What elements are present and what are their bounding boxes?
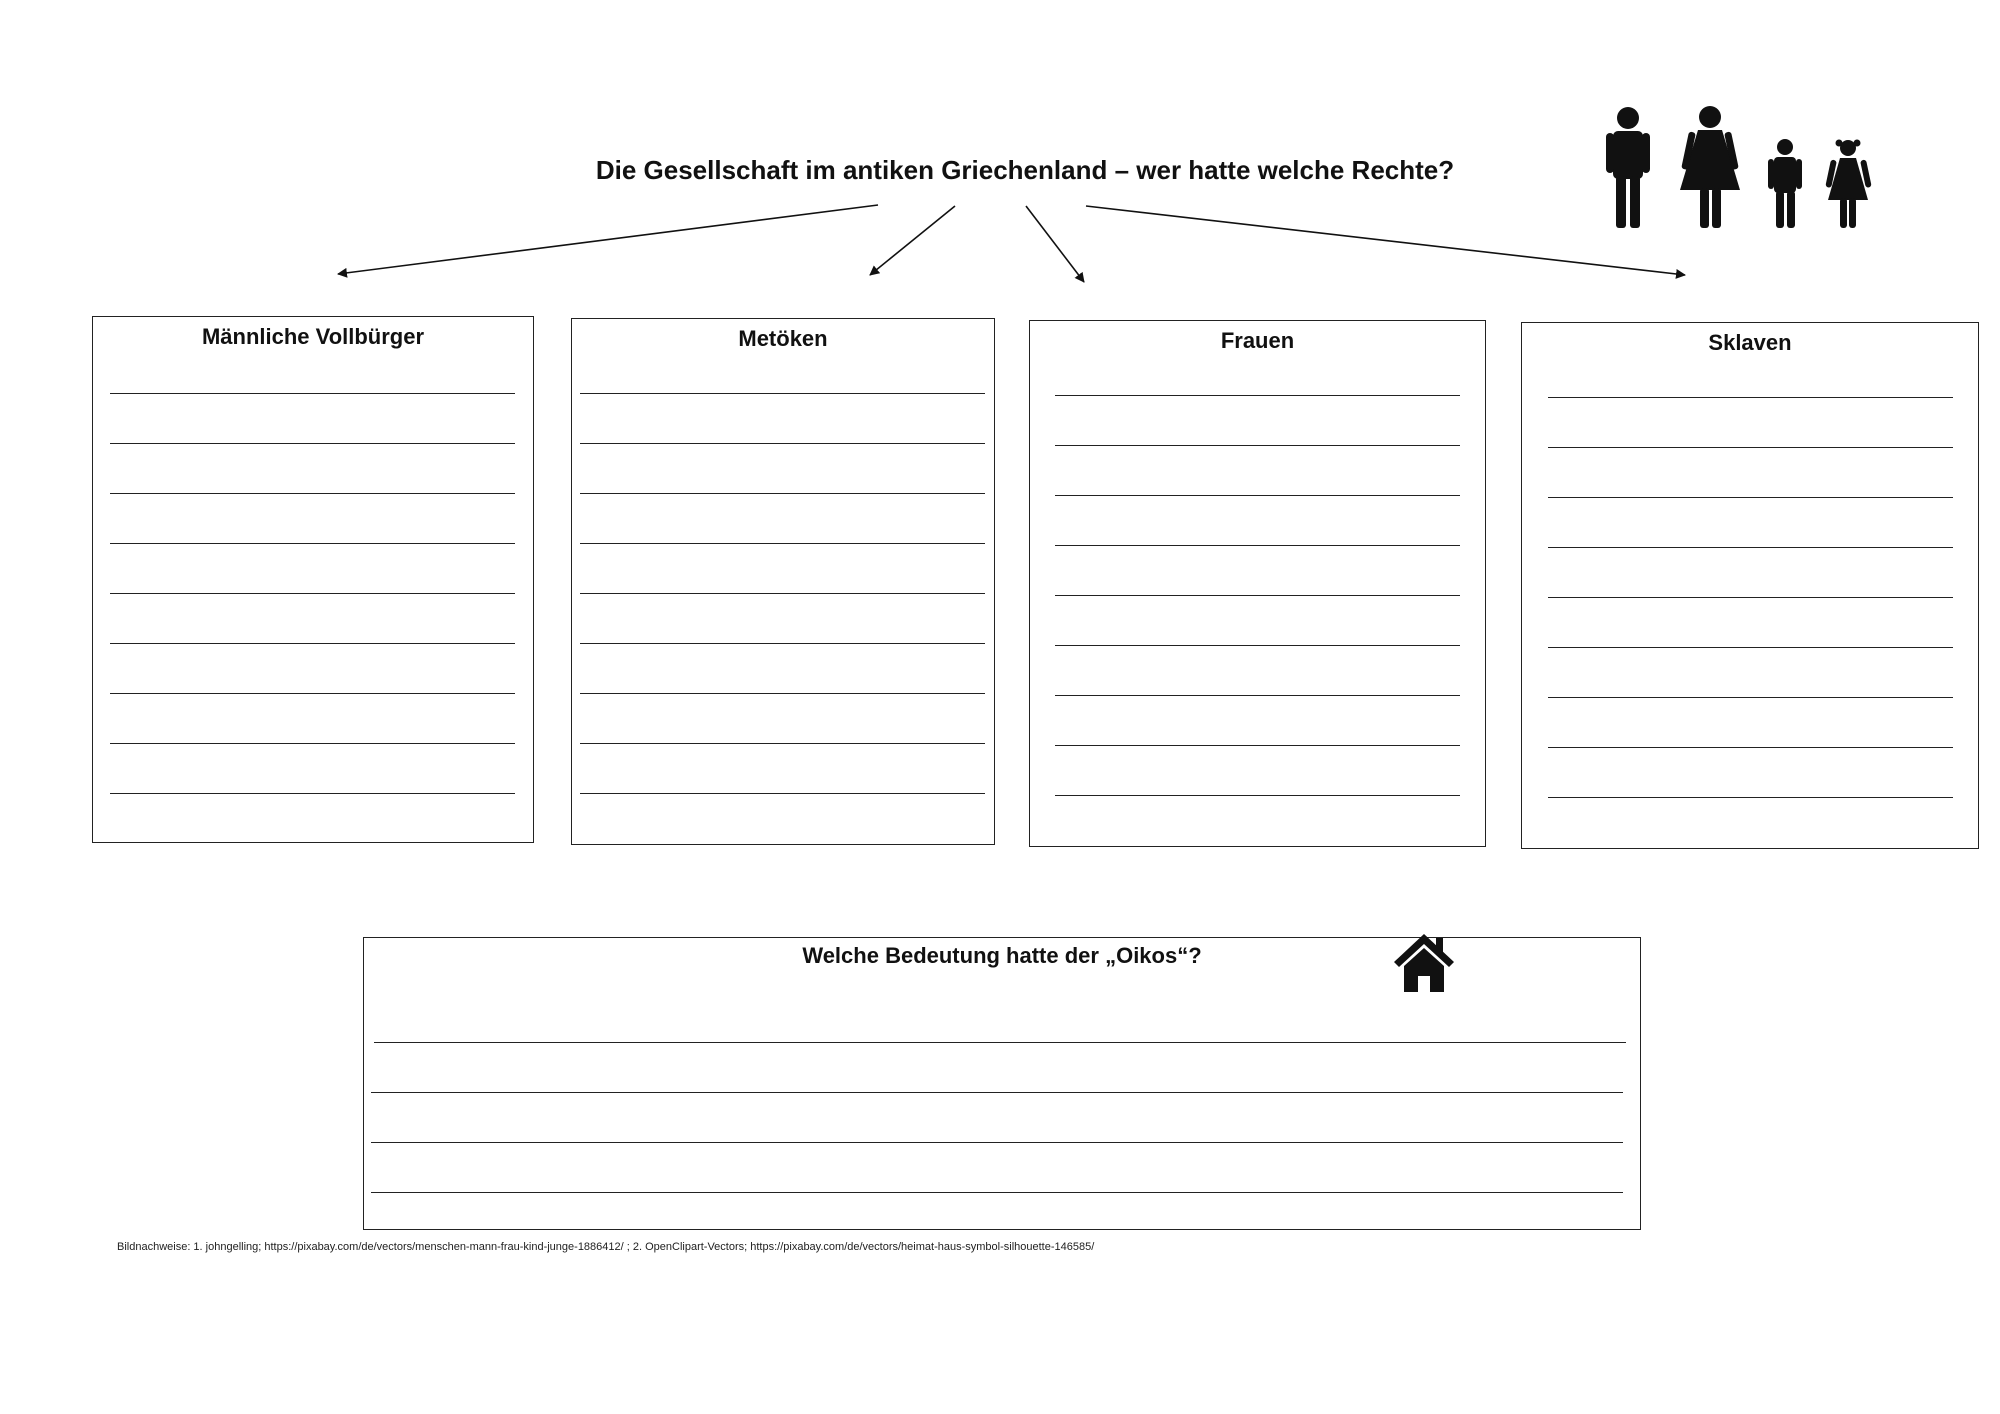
writing-line[interactable] bbox=[580, 443, 985, 444]
writing-line[interactable] bbox=[1548, 447, 1953, 448]
writing-line[interactable] bbox=[580, 393, 985, 394]
writing-line[interactable] bbox=[1548, 397, 1953, 398]
writing-line[interactable] bbox=[110, 493, 515, 494]
writing-line[interactable] bbox=[1055, 595, 1460, 596]
writing-line[interactable] bbox=[1548, 647, 1953, 648]
writing-line[interactable] bbox=[110, 693, 515, 694]
writing-line[interactable] bbox=[580, 793, 985, 794]
writing-line[interactable] bbox=[1548, 547, 1953, 548]
arrow-to-sklaven bbox=[1086, 206, 1685, 275]
family-silhouette-icon bbox=[1598, 100, 1878, 235]
box-heading: Metöken bbox=[738, 326, 828, 351]
boy-icon bbox=[1768, 139, 1802, 228]
writing-line[interactable] bbox=[110, 743, 515, 744]
writing-line[interactable] bbox=[110, 793, 515, 794]
box-sklaven bbox=[1521, 322, 1979, 849]
writing-line[interactable] bbox=[580, 743, 985, 744]
writing-line[interactable] bbox=[110, 593, 515, 594]
writing-line[interactable] bbox=[1055, 795, 1460, 796]
writing-line[interactable] bbox=[1055, 645, 1460, 646]
image-credits: Bildnachweise: 1. johngelling; https://pixabay.com/de/vectors/menschen-mann-frau-kind-junge-1886412/ ; 2. OpenClipart-Vectors; https://pixabay.com/de/vectors/heimat-haus-symbol-silhouette-146585/ bbox=[117, 1241, 1095, 1253]
writing-line[interactable] bbox=[1055, 745, 1460, 746]
arrow-to-vollbuerger bbox=[338, 205, 878, 274]
writing-line[interactable] bbox=[1548, 747, 1953, 748]
writing-line[interactable] bbox=[1548, 797, 1953, 798]
box-frauen bbox=[1029, 320, 1486, 847]
writing-line[interactable] bbox=[1548, 497, 1953, 498]
writing-line[interactable] bbox=[1055, 445, 1460, 446]
writing-line[interactable] bbox=[580, 493, 985, 494]
box-heading: Frauen bbox=[1220, 328, 1295, 353]
box-heading: Welche Bedeutung hatte der „Oikos“? bbox=[802, 943, 1202, 968]
writing-line[interactable] bbox=[371, 1092, 1623, 1093]
writing-line[interactable] bbox=[371, 1142, 1623, 1143]
box-heading: Männliche Vollbürger bbox=[201, 324, 425, 349]
writing-line[interactable] bbox=[580, 593, 985, 594]
girl-icon bbox=[1825, 140, 1872, 229]
house-icon bbox=[1392, 932, 1456, 996]
arrow-to-metoeken bbox=[870, 206, 955, 275]
writing-line[interactable] bbox=[371, 1192, 1623, 1193]
writing-line[interactable] bbox=[110, 643, 515, 644]
page-title: Die Gesellschaft im antiken Griechenland – wer hatte welche Rechte? bbox=[595, 155, 1455, 185]
arrow-to-frauen bbox=[1026, 206, 1084, 282]
writing-line[interactable] bbox=[580, 543, 985, 544]
writing-line[interactable] bbox=[1055, 495, 1460, 496]
writing-line[interactable] bbox=[1055, 545, 1460, 546]
writing-line[interactable] bbox=[1548, 697, 1953, 698]
writing-line[interactable] bbox=[110, 443, 515, 444]
writing-line[interactable] bbox=[110, 393, 515, 394]
man-icon bbox=[1606, 107, 1650, 228]
writing-line[interactable] bbox=[1055, 395, 1460, 396]
writing-line[interactable] bbox=[1548, 597, 1953, 598]
box-vollbuerger bbox=[92, 316, 534, 843]
writing-line[interactable] bbox=[1055, 695, 1460, 696]
woman-icon bbox=[1680, 106, 1740, 228]
box-metoeken bbox=[571, 318, 995, 845]
box-heading: Sklaven bbox=[1708, 330, 1792, 355]
writing-line[interactable] bbox=[580, 693, 985, 694]
writing-line[interactable] bbox=[374, 1042, 1626, 1043]
writing-line[interactable] bbox=[580, 643, 985, 644]
writing-line[interactable] bbox=[110, 543, 515, 544]
